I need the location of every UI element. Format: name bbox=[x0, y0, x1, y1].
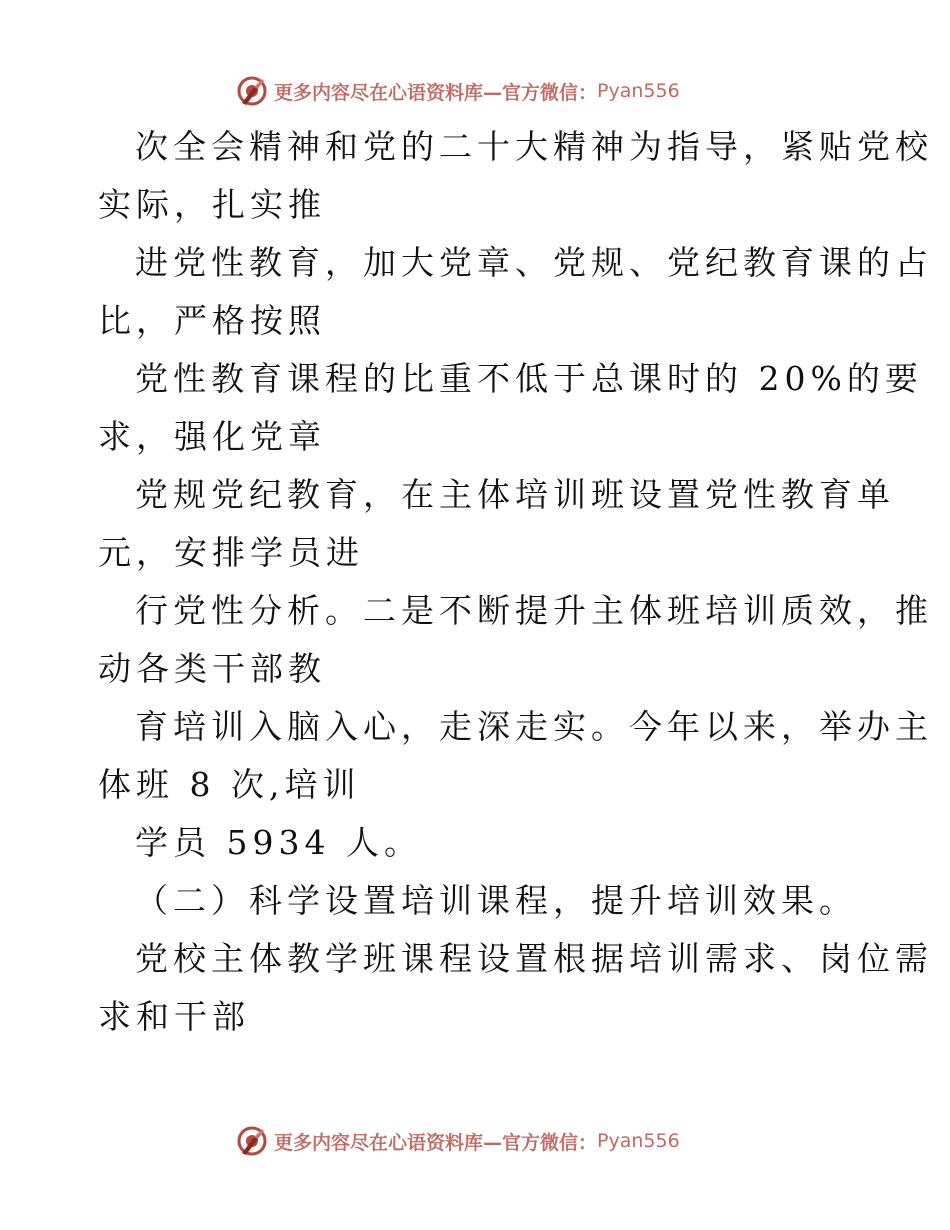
paragraph-line: 育培训入脑入心，走深走实。今年以来，举办主 bbox=[135, 707, 933, 746]
paragraph-line: 动各类干部教 bbox=[98, 649, 326, 688]
paragraph-line: 体班 8 次,培训 bbox=[98, 765, 361, 804]
footer-watermark bbox=[236, 1124, 680, 1158]
paragraph-line: 党校主体教学班课程设置根据培训需求、岗位需 bbox=[135, 939, 933, 978]
paragraph-line: 比，严格按照 bbox=[98, 301, 326, 340]
paragraph-line: 元，安排学员进 bbox=[98, 533, 364, 572]
paragraph-line: 进党性教育，加大党章、党规、党纪教育课的占 bbox=[135, 243, 933, 282]
section-heading: （二）科学设置培训课程，提升培训效果。 bbox=[135, 881, 857, 920]
paragraph-line: 次全会精神和党的二十大精神为指导，紧贴党校 bbox=[135, 127, 933, 166]
paragraph-line: 党规党纪教育，在主体培训班设置党性教育单 bbox=[135, 475, 895, 514]
paragraph-line: 学员 5934 人。 bbox=[135, 823, 422, 862]
watermark-text: 更多内容尽在心语资料库—官方微信： bbox=[274, 1131, 598, 1154]
paragraph-line: 求和干部 bbox=[98, 997, 250, 1036]
paragraph-line: 实际，扎实推 bbox=[98, 185, 326, 224]
header-watermark bbox=[236, 74, 680, 108]
watermark-wechat-id: Pyan556 bbox=[597, 80, 680, 102]
paragraph-line: 行党性分析。二是不断提升主体班培训质效，推 bbox=[135, 591, 933, 630]
paragraph-line: 党性教育课程的比重不低于总课时的 20%的要 bbox=[135, 359, 923, 398]
pen-logo-icon bbox=[236, 1125, 268, 1157]
paragraph-line: 求，强化党章 bbox=[98, 417, 326, 456]
document-body bbox=[98, 118, 933, 1046]
pen-logo-icon bbox=[236, 75, 268, 107]
watermark-text: 更多内容尽在心语资料库—官方微信： bbox=[274, 81, 598, 104]
watermark-wechat-id: Pyan556 bbox=[597, 1130, 680, 1152]
